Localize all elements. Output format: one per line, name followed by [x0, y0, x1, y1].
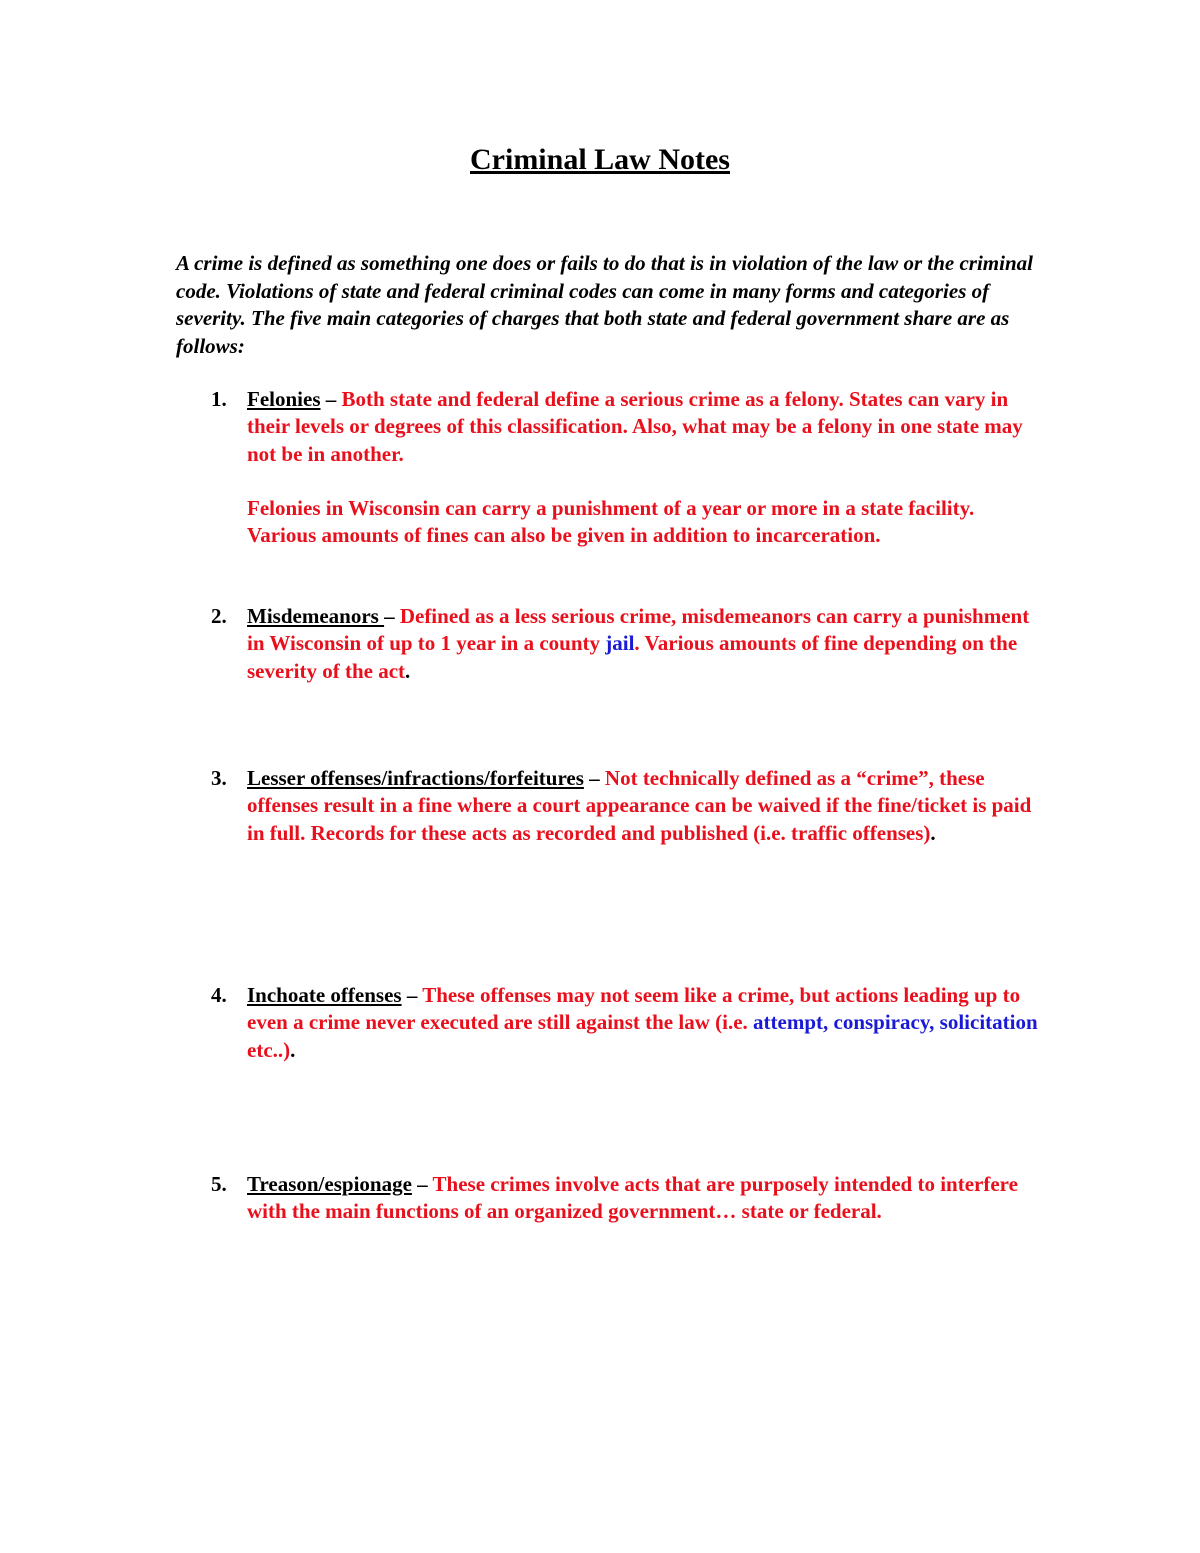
list-item-inchoate-offenses — [176, 982, 1056, 1064]
example-separator: , — [929, 1010, 940, 1035]
sentence-end: . — [930, 820, 936, 845]
term-dash: – — [401, 983, 423, 1007]
list-item-body — [247, 603, 1047, 685]
list-item-felonies — [176, 386, 1056, 549]
list-item-body — [247, 982, 1047, 1064]
list-item-body — [247, 765, 1047, 847]
definition-text: Not technically defined as a “crime”, these offenses result in a fine where a court appearance can be waived if the fine/ticket is paid in full. Records for these acts as recorded and published (i.e. traffic offenses) — [247, 766, 1032, 845]
list-number: 5. — [211, 1172, 227, 1196]
list-number: 2. — [211, 604, 227, 628]
definition-text: These offenses may not seem like a crime, but actions leading up to even a crime never executed are still against the law (i.e. — [247, 983, 1021, 1035]
term-label: Treason/espionage — [247, 1172, 412, 1196]
term-dash: – — [384, 604, 400, 628]
term-dash: – — [583, 766, 605, 790]
term-label: Felonies — [247, 387, 321, 411]
example-separator: , — [823, 1010, 834, 1035]
sentence-end: . — [290, 1037, 296, 1062]
example-term-conspiracy: conspiracy — [833, 1010, 930, 1035]
list-item-body — [247, 1171, 1047, 1226]
list-item-paragraph-2: Felonies in Wisconsin can carry a punishment of a year or more in a state facility. Various amounts of fines can also be given in addition to incarceration. — [247, 495, 975, 548]
list-item-paragraph — [247, 982, 1047, 1064]
list-item-body — [247, 386, 1047, 549]
list-number: 1. — [211, 387, 227, 411]
list-item-lesser-offenses — [176, 765, 1056, 847]
list-item-paragraph — [247, 603, 1047, 685]
list-item-paragraph — [247, 1171, 1047, 1226]
list-number: 3. — [211, 766, 227, 790]
definition-text: These crimes involve acts that are purposely intended to interfere with the main functions of an organized government… state or federal. — [247, 1172, 1018, 1224]
intro-paragraph: A crime is defined as something one does or fails to do that is in violation of the law or the criminal code. Violations of state and federal criminal codes can come in many forms and categories of severity. The five main categories of charges that both state and federal government share are as follows: — [176, 251, 1033, 358]
list-item-paragraph — [247, 386, 1047, 468]
term-label: Misdemeanors — [247, 604, 385, 628]
list-item-paragraph — [247, 765, 1047, 847]
term-label: Inchoate offenses — [247, 983, 402, 1007]
example-term-attempt: attempt — [753, 1010, 823, 1035]
definition-text: Defined as a less serious crime, misdemeanors can carry a punishment in Wisconsin of up to 1 year in a county — [247, 604, 1030, 656]
definition-text-cont: . Various amounts of fine depending on the severity of the act — [247, 631, 1018, 683]
term-dash: – — [320, 387, 342, 411]
definition-text-tail: etc..) — [247, 1037, 291, 1062]
term-label: Lesser offenses/infractions/forfeitures — [247, 766, 584, 790]
example-term-solicitation: solicitation — [939, 1010, 1038, 1035]
list-item-treason-espionage — [176, 1171, 1056, 1226]
sentence-end: . — [405, 658, 411, 683]
list-number: 4. — [211, 983, 227, 1007]
list-item-misdemeanors — [176, 603, 1056, 685]
term-dash: – — [411, 1172, 433, 1196]
definition-text: Both state and federal define a serious crime as a felony. States can vary in their levels or degrees of this classification. Also, what may be a felony in one state may not be in another. — [247, 387, 1023, 466]
document-title: Criminal Law Notes — [470, 143, 730, 176]
example-term-jail: jail — [605, 631, 635, 656]
